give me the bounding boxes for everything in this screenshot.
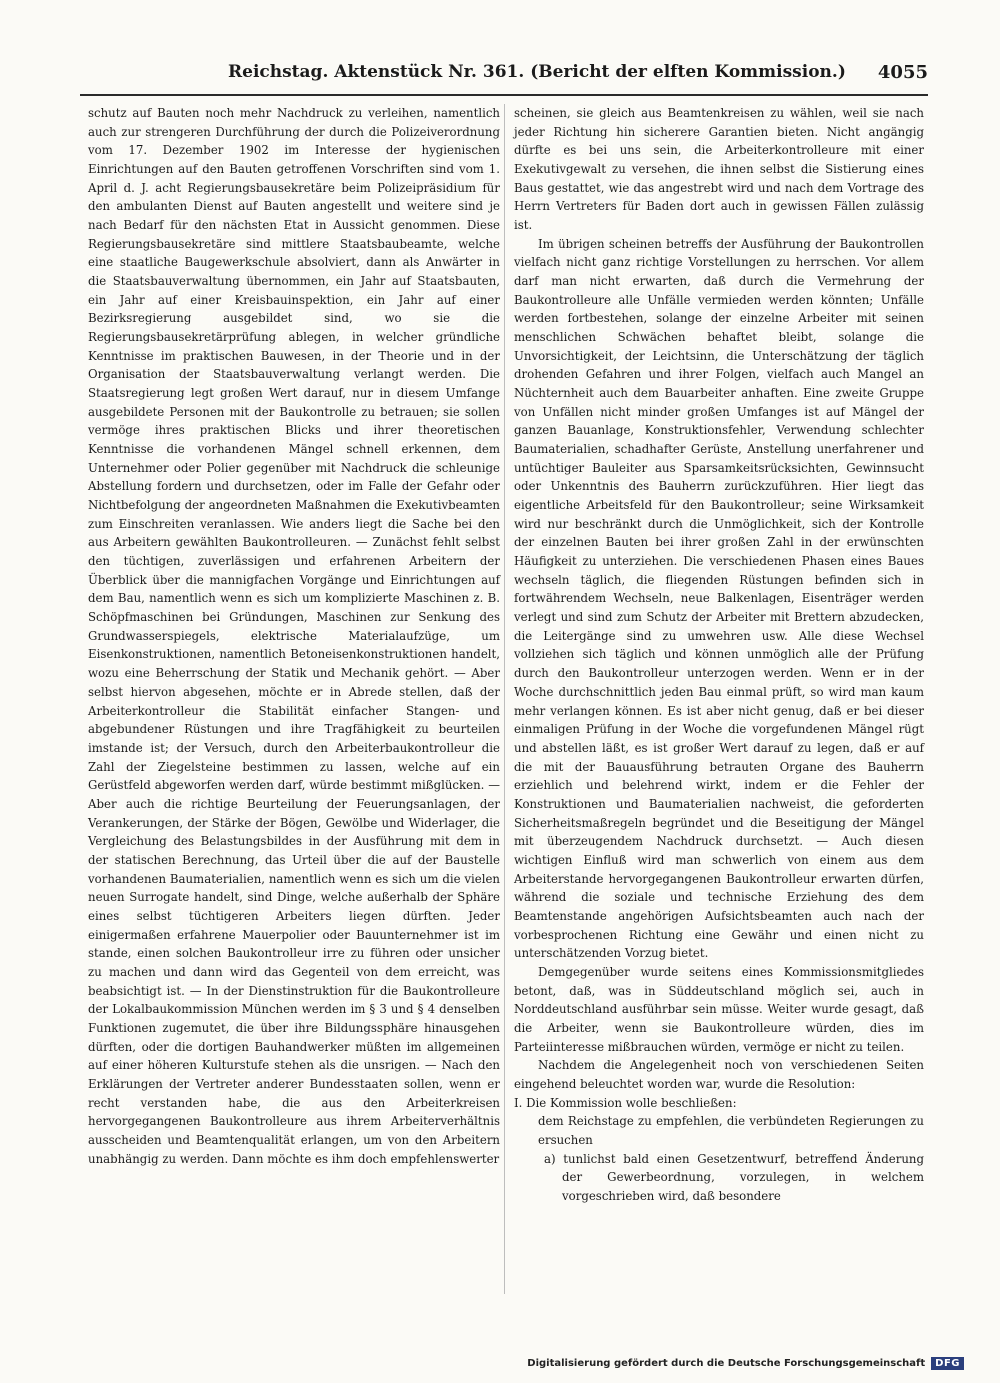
body-paragraph: Im übrigen scheinen betreffs der Ausführung der Baukontrollen vielfach nicht ganz richtige Vorstellungen zu herrschen. Vor allem darf man nicht erwarten, daß durch die Vermehrung der Baukontrolleure alle Unfälle vermieden werden könnten; Unfälle werden fortbestehen, solange der einzelne Arbeiter mit seinen menschlichen Schwächen behaftet bleibt, solange die Unvorsichtigkeit, der Leichtsinn, die Unterschätzung der täglich drohenden Gefahren und ihrer Folgen, vielfach auch Mangel an Nüchternheit auch dem Bauarbeiter anhaften. Eine zweite Gruppe von Unfällen nicht minder großen Umfanges ist auf Mängel der ganzen Bauanlage, Konstruktionsfehler, Verwendung schlechter Baumaterialien, schadhafter Gerüste, Anstellung unerfahrener und untüchtiger Bauleiter aus Sparsamkeitsrücksichten, Gewinnsucht oder Unkenntnis des Bauherrn zurückzuführen. Hier liegt das eigentliche Arbeitsfeld für den Baukontrolleur; seine Wirksamkeit wird nur beschränkt durch die Unmöglichkeit, sich der Kontrolle der einzelnen Bauten bei ihrer großen Zahl in der erwünschten Häufigkeit zu unterziehen. Die verschiedenen Phasen eines Baues wechseln täglich, die fliegenden Rüstungen befinden sich in fortwährendem Wechseln, neue Balkenlagen, Eisenträger werden verlegt und sind zum Schutz der Arbeiter mit Brettern abzudecken, die Leitergänge sind zu umwehren usw. Alle diese Wechsel vollziehen sich täglich und können unmöglich alle der Prüfung durch den Baukontrolleur unterzogen werden. Wenn er in der Woche durchschnittlich jeden Bau einmal prüft, so wird man kaum mehr verlangen können. Es ist aber nicht genug, daß er bei dieser einmaligen Prüfung in der Woche die vorgefundenen Mängel rügt und abstellen läßt, es ist großer Wert darauf zu legen, daß er auf die mit der Bauausführung betrauten Organe des Bauherrn erziehlich und belehrend wirkt, indem er die Fehler der Konstruktionen und Baumaterialien nachweist, die geforderten Sicherheitsmaßregeln begründet und die Beseitigung der Mängel mit überzeugendem Nachdruck durchsetzt. — Auch diesen wichtigen Einfluß wird man schwerlich von einem aus dem Arbeiterstande hervorgegangenen Baukontrolleur erwarten dürfen, während die soziale und technische Erziehung des dem Beamtenstande angehörigen Aufsichtsbeamten auch nach der vorbesprochenen Richtung eine Gewähr und einen nicht zu unterschätzenden Vorzug bietet. (514, 236, 924, 961)
body-paragraph: scheinen, sie gleich aus Beamtenkreisen zu wählen, weil sie nach jeder Richtung hin sicherere Garantien bieten. Nicht angängig dürfte es bei uns sein, die Arbeiterkontrolleure mit einer Exekutivgewalt zu versehen, die ihnen selbst die Sistierung eines Baus gestattet, wie das angestrebt wird und nach dem Vortrage des Herrn Vertreters für Baden dort auch in gewissen Fällen zulässig ist. (514, 106, 924, 233)
resolution-item-a: a) tunlichst bald einen Gesetzentwurf, betreffend Änderung der Gewerbeordnung, vorzulegen, in welchem vorgeschrieben wird, daß besondere (544, 1151, 924, 1203)
funding-text: Digitalisierung gefördert durch die Deutsche Forschungsgemeinschaft (527, 1357, 926, 1369)
funding-footer (527, 1355, 964, 1371)
page-number: 4055 (877, 62, 928, 83)
column-divider (504, 104, 505, 1294)
dfg-logo: DFG (931, 1357, 964, 1370)
right-column (514, 104, 924, 1206)
body-paragraph: schutz auf Bauten noch mehr Nachdruck zu verleihen, namentlich auch zur strengeren Durchführung der durch die Polizeiverordnung vom 17. Dezember 1902 im Interesse der hygienischen Einrichtungen auf den Bauten getroffenen Vorschriften sind vom 1. April d. J. acht Regierungsbausekretäre beim Polizeipräsidium für den ambulanten Dienst auf Bauten angestellt und weitere sind je nach Bedarf für den nächsten Etat in Aussicht genommen. Diese Regierungsbausekretäre sind mittlere Staatsbaubeamte, welche eine staatliche Baugewerkschule absolviert, dann als Anwärter in die Staatsbauverwaltung übernommen, ein Jahr auf Staatsbauten, ein Jahr auf einer Kreisbauinspektion, ein Jahr auf einer Bezirksregierung ausgebildet sind, wo sie die Regierungsbausekretärprüfung ablegen, in welcher gründliche Kenntnisse im praktischen Bauwesen, in der Theorie und in der Organisation der Staatsbauverwaltung verlangt werden. Die Staatsregierung legt großen Wert darauf, nur in diesem Umfange ausgebildete Personen mit der Baukontrolle zu betrauen; sie sollen vermöge ihres praktischen Blicks und ihrer theoretischen Kenntnisse die vorhandenen Mängel schnell erkennen, dem Unternehmer oder Polier gegenüber mit Nachdruck die schleunige Abstellung fordern und durchsetzen, oder im Falle der Gefahr oder Nichtbefolgung der angeordneten Maßnahmen die Exekutivbeamten zum Einschreiten veranlassen. Wie anders liegt die Sache bei den aus Arbeitern gewählten Baukontrolleuren. — Zunächst fehlt selbst den tüchtigen, zuverlässigen und erfahrenen Arbeitern der Überblick über die mannigfachen Vorgänge und Einrichtungen auf dem Bau, namentlich wenn es sich um komplizierte Maschinen z. B. Schöpfmaschinen bei Gründungen, Maschinen zur Senkung des Grundwasserspiegels, elektrische Materialaufzüge, um Eisenkonstruktionen, namentlich Betoneisenkonstruktionen handelt, wozu eine Beherrschung der Statik und Mechanik gehört. — Aber selbst hiervon abgesehen, möchte er in Abrede stellen, daß der Arbeiterkontrolleur die Stabilität einfacher Stangen- und abgebundener Rüstungen und ihre Tragfähigkeit zu beurteilen imstande ist; der Versuch, durch den Arbeiterbaukontrolleur die Zahl der Ziegelsteine bestimmen zu lassen, welche auf ein Gerüstfeld abgeworfen werden darf, würde bestimmt mißglücken. — Aber auch die richtige Beurteilung der Feuerungsanlagen, der Verankerungen, der Stärke der Bögen, Gewölbe und Widerlager, die Vergleichung des Belastungsbildes in der Ausführung mit dem in der statischen Berechnung, das Urteil über die auf der Baustelle vorhandenen Baumaterialien, namentlich wenn es sich um die vielen neuen Surrogate handelt, sind Dinge, welche außerhalb der Sphäre eines selbst tüchtigeren Arbeiters liegen dürften. Jeder einigermaßen erfahrene Mauerpolier oder Bauunternehmer ist im stande, einen solchen Baukontrolleur irre zu führen oder unsicher zu machen und dann wird das Gegenteil von dem erreicht, was beabsichtigt ist. — In der Dienstinstruktion für die Baukontrolleure der Lokalbaukommission München werden im § 3 und § 4 denselben Funktionen zugemutet, die über ihre Bildungssphäre hinausgehen dürften, oder die dortigen Bauhandwerker müßten im allgemeinen auf einer höheren Kulturstufe stehen als die unsrigen. — Nach den Erklärungen der Vertreter anderer Bundesstaaten sollen, wenn er recht verstanden habe, die aus den Arbeiterkreisen hervorgegangenen Baukontrolleure aus ihrem Arbeiterverhältnis ausscheiden und Beamtenqualität erlangen, um von den Arbeitern unabhängig zu werden. Dann möchte es ihm doch empfehlenswerter (88, 106, 500, 1166)
resolution-heading: I. Die Kommission wolle beschließen: (514, 1095, 737, 1110)
body-paragraph: Demgegenüber wurde seitens eines Kommissionsmitgliedes betont, daß, was in Süddeutschland möglich sei, auch in Norddeutschland ausführbar sein müsse. Weiter wurde gesagt, daß die Arbeiter, wenn sie Baukontrolleure würden, dies im Parteiinteresse mißbrauchen würden, vermöge er nicht zu teilen. (514, 964, 924, 1054)
running-header (80, 62, 928, 92)
body-paragraph: Nachdem die Angelegenheit noch von verschiedenen Seiten eingehend beleuchtet worden war, wurde die Resolution: (514, 1058, 924, 1091)
running-title: Reichstag. Aktenstück Nr. 361. (Bericht der elften Kommission.) (228, 62, 846, 82)
header-rule (80, 94, 928, 96)
left-column (88, 104, 500, 1168)
resolution-text: dem Reichstage zu empfehlen, die verbündeten Regierungen zu ersuchen (538, 1114, 924, 1147)
